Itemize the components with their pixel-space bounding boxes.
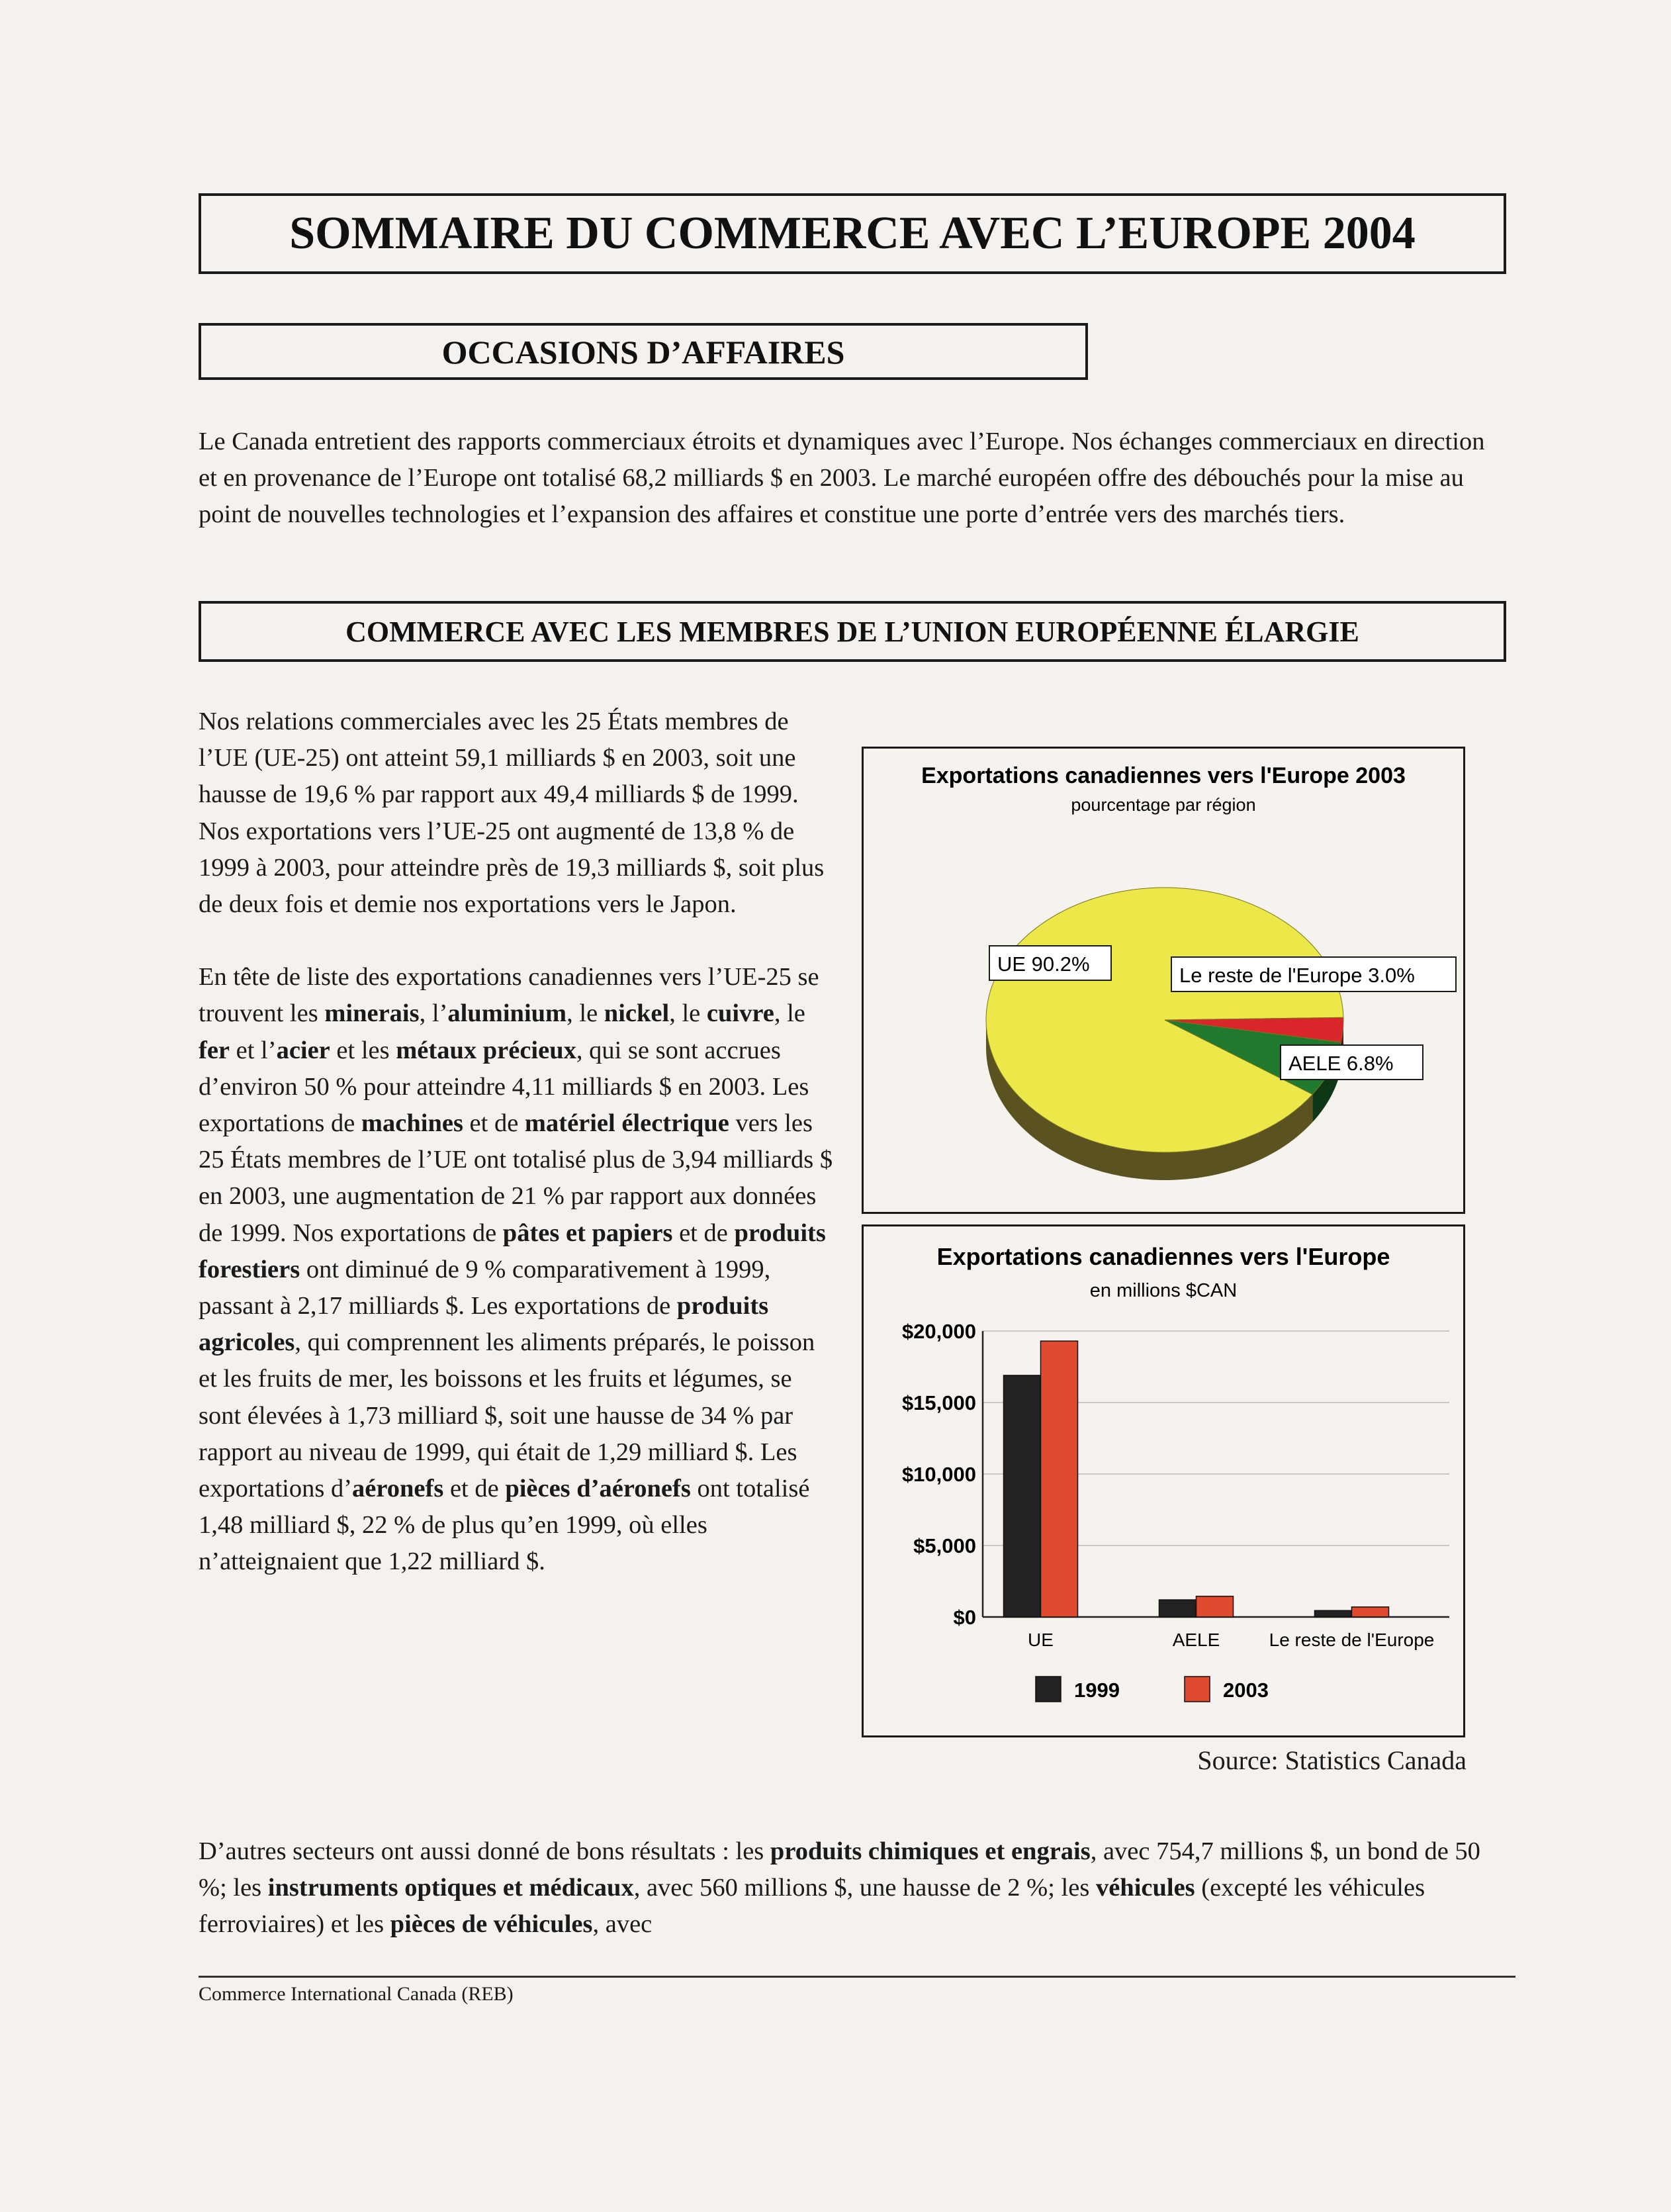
bold-term: aéronefs [352,1475,444,1503]
chart-source: Source: Statistics Canada [1197,1745,1467,1775]
bar-1999 [1159,1600,1197,1617]
section-title: COMMERCE AVEC LES MEMBRES DE L’UNION EUROPÉENNE ÉLARGIE [199,601,1506,662]
text-run: , l’ [419,999,448,1028]
bold-term: pièces de véhicules [390,1910,593,1938]
pie-chart [864,749,1463,1212]
bar-chart-panel [862,1224,1465,1737]
x-tick-label: UE [1028,1630,1054,1650]
text-run: En tête de liste des exportations canadiennes vers l’UE-25 se trouvent les [199,963,819,1028]
text-run: ont diminué de 9 % comparativement à 1999, passant à 2,17 milliards $. Les exportations de [199,1255,771,1320]
y-tick-label: $5,000 [913,1534,976,1557]
text-run: , qui se sont accrues d’environ 50 % pour atteindre 4,11 milliards $ en 2003. Les exportations de [199,1036,809,1138]
pie-label: Le reste de l'Europe 3.0% [1179,964,1415,987]
bar-1999 [1004,1375,1041,1617]
footer: Commerce International Canada (REB) [199,1983,514,2005]
bar-2003 [1041,1341,1078,1617]
bar-chart-subtitle: en millions $CAN [1089,1280,1238,1301]
y-tick-label: $15,000 [901,1391,976,1414]
legend-label: 1999 [1074,1679,1120,1702]
bold-term: acier [276,1036,330,1064]
bold-term: nickel [604,999,670,1028]
subtitle: OCCASIONS D’AFFAIRES [199,323,1088,380]
pie-chart-subtitle: pourcentage par région [1071,795,1256,815]
bold-term: minerais [324,999,420,1028]
text-run: , le [774,999,805,1028]
bold-term: métaux précieux [396,1036,576,1064]
bold-term: matériel électrique [524,1109,729,1138]
text-run: , avec 754,7 millions $, un bond de 50 %; les [199,1837,1480,1902]
bar-2003 [1352,1607,1389,1617]
text-run: , le [566,999,604,1028]
bold-term: cuivre [706,999,774,1028]
x-tick-label: AELE [1172,1630,1220,1650]
text-run: D’autres secteurs ont aussi donné de bons résultats : les [199,1837,770,1865]
bar-chart-title: Exportations canadiennes vers l'Europe [936,1243,1390,1270]
bold-term: pièces d’aéronefs [505,1475,691,1503]
pie-slices [986,888,1343,1152]
text-run: (excepté les véhicules ferroviaires) et les [199,1874,1425,1938]
bold-term: instruments optiques et médicaux [267,1874,634,1902]
left-column [199,704,834,1617]
text-run: et l’ [230,1036,277,1064]
page-title: SOMMAIRE DU COMMERCE AVEC L’EUROPE 2004 [199,193,1506,274]
pie-chart-title: Exportations canadiennes vers l'Europe 2003 [921,763,1406,788]
text-run: et les [330,1036,396,1064]
bar-legend [1036,1677,1269,1702]
paragraph-1: Nos relations commerciales avec les 25 États membres de l’UE (UE-25) ont atteint 59,1 milliards $ en 2003, soit une hausse de 19,6 % par rapport aux 49,4 milliards $ de 1999. Nos exportations vers l’UE-25 ont augmenté de 13,8 % de 1999 à 2003, pour atteindre près de 19,3 milliards $, soit plus de deux fois et demie nos exportations vers le Japon. [199,708,825,919]
y-tick-label: $10,000 [901,1463,976,1486]
bold-term: pâtes et papiers [502,1219,673,1247]
bar-chart [864,1226,1463,1735]
bar-2003 [1197,1596,1234,1617]
footer-divider [199,1976,1515,1978]
y-tick-label: $20,000 [901,1320,976,1343]
pie-label: UE 90.2% [997,952,1090,976]
text-run: , avec 560 millions $, une hausse de 2 %; les [633,1874,1096,1902]
paragraph-3 [199,1833,1506,1943]
legend-swatch [1036,1677,1061,1702]
pie-chart-panel [862,747,1465,1214]
paragraph-2 [199,959,834,1580]
legend-label: 2003 [1223,1679,1269,1702]
y-tick-label: $0 [953,1606,976,1629]
bold-term: aluminium [447,999,567,1028]
legend-swatch [1185,1677,1210,1702]
bar-1999 [1315,1610,1352,1617]
bar-marks [1004,1341,1389,1617]
bold-term: fer [199,1036,230,1064]
bold-term: produits forestiers [199,1219,826,1283]
intro-paragraph: Le Canada entretient des rapports commerciaux étroits et dynamiques avec l’Europe. Nos échanges commerciaux en direction et en provenance de l’Europe ont totalisé 68,2 milliards $ en 2003. Le marché européen offre des débouchés pour la mise au point de nouvelles technologies et l’expansion des affaires et constitue une porte d’entrée vers des marchés tiers. [199,428,1485,528]
text-run: ont totalisé 1,48 milliard $, 22 % de plus qu’en 1999, où elles n’atteignaient que 1,22 milliard $. [199,1475,810,1576]
text-run: et de [463,1109,525,1138]
bold-term: produits chimiques et engrais [770,1837,1091,1865]
pie-label: AELE 6.8% [1288,1052,1394,1075]
text-run: , avec [592,1910,653,1938]
bold-term: véhicules [1095,1874,1195,1902]
text-run: et de [443,1475,506,1503]
text-run: , qui comprennent les aliments préparés, le poisson et les fruits de mer, les boissons et les fruits et légumes, se sont élevées à 1,73 milliard $, soit une hausse de 34 % par rapport au niveau de 1999, qui était de 1,29 milliard $. Les exportations d’ [199,1328,815,1503]
text-run: , le [669,999,707,1028]
bold-term: machines [361,1109,463,1138]
bold-term: produits agricoles [199,1292,769,1357]
text-run: et de [672,1219,735,1247]
text-run: vers les 25 États membres de l’UE ont totalisé plus de 3,94 milliards $ en 2003, une augmentation de 21 % par rapport aux données de 1999. Nos exportations de [199,1109,833,1247]
x-tick-label: Le reste de l'Europe [1269,1630,1435,1650]
